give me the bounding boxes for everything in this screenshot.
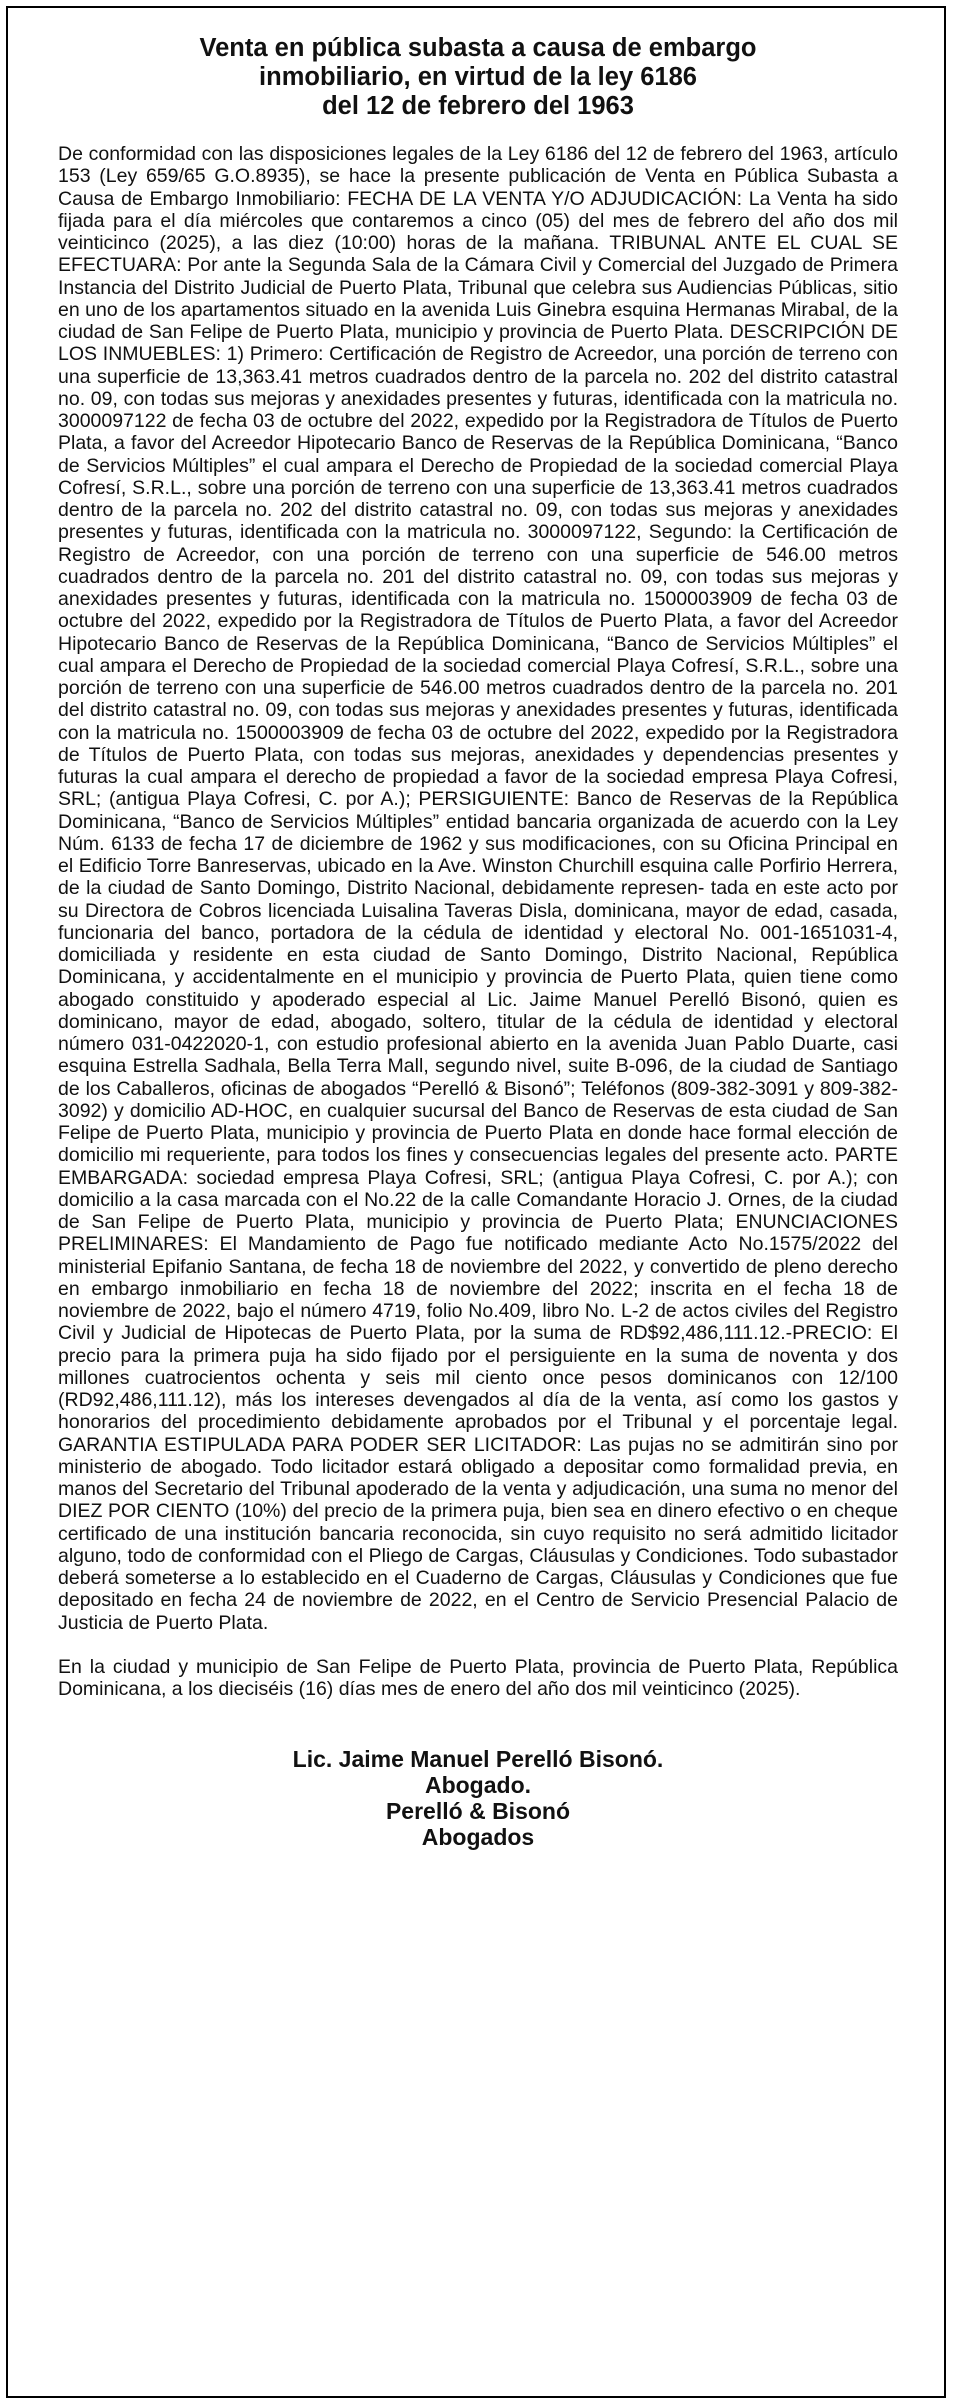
- title-line-3: del 12 de febrero del 1963: [322, 92, 634, 120]
- notice-closing: En la ciudad y municipio de San Felipe de Puerto Plata, provincia de Puerto Plata, República Dominicana, a los dieciséis (16) días mes de enero del año dos mil veinticinco (2025).: [58, 1655, 898, 1700]
- title-line-2: inmobiliario, en virtud de la ley 6186: [259, 63, 697, 91]
- notice-body: De conformidad con las disposiciones legales de la Ley 6186 del 12 de febrero del 1963, artículo 153 (Ley 659/65 G.O.8935), se hace la presente publicación de Venta en Pública Subasta a Causa de Embargo Inmobiliario: FECHA DE LA VENTA Y/O ADJUDICACIÓN: La Venta ha sido fijada para el día miércoles que contaremos a cinco (05) del mes de febrero del año dos mil veinticinco (2025), a las diez (10:00) horas de la mañana. TRIBUNAL ANTE EL CUAL SE EFECTUARA: Por ante la Segunda Sala de la Cámara Civil y Comercial del Juzgado de Primera Instancia del Distrito Judicial de Puerto Plata, Tribunal que celebra sus Audiencias Públicas, sitio en uno de los apartamentos situado en la avenida Luis Ginebra esquina Hermanas Mirabal, de la ciudad de San Felipe de Puerto Plata, municipio y provincia de Puerto Plata. DESCRIPCIÓN DE LOS INMUEBLES: 1) Primero: Certificación de Registro de Acreedor, una porción de terreno con una superficie de 13,363.41 metros cuadrados dentro de la parcela no. 202 del distrito catastral no. 09, con todas sus mejoras y anexidades presentes y futuras, identificada con la matricula no. 3000097122 de fecha 03 de octubre del 2022, expedido por la Registradora de Títulos de Puerto Plata, a favor del Acreedor Hipotecario Banco de Reservas de la República Dominicana, “Banco de Servicios Múltiples” el cual ampara el Derecho de Propiedad de la sociedad comercial Playa Cofresí, S.R.L., sobre una porción de terreno con una superficie de 13,363.41 metros cuadrados dentro de la parcela no. 202 del distrito catastral no. 09, con todas sus mejoras y anexidades presentes y futuras, identificada con la matricula no. 3000097122, Segundo: la Certificación de Registro de Acreedor, con una porción de terreno con una superficie de 546.00 metros cuadrados dentro de la parcela no. 201 del distrito catastral no. 09, con todas sus mejoras y anexidades presentes y futuras, identificada con la matricula no. 1500003909 de fecha 03 de octubre del 2022, expedido por la Registradora de Títulos de Puerto Plata, a favor del Acreedor Hipotecario Banco de Reservas de la República Dominicana, “Banco de Servicios Múltiples” el cual ampara el Derecho de Propiedad de la sociedad comercial Playa Cofresí, S.R.L., sobre una porción de terreno con una superficie de 546.00 metros cuadrados dentro de la parcela no. 201 del distrito catastral no. 09, con todas sus mejoras y anexidades presentes y futuras, identificada con la matricula no. 1500003909 de fecha 03 de octubre del 2022, expedido por la Registradora de Títulos de Puerto Plata, con todas sus mejoras, anexidades y dependencias presentes y futuras la cual ampara el derecho de propiedad a favor de la sociedad empresa Playa Cofresi, SRL; (antigua Playa Cofresi, C. por A.); PERSIGUIENTE: Banco de Reservas de la República Dominicana, “Banco de Servicios Múltiples” entidad bancaria organizada de acuerdo con la Ley Núm. 6133 de fecha 17 de diciembre de 1962 y sus modificaciones, con su Oficina Principal en el Edificio Torre Banreservas, ubicado en la Ave. Winston Churchill esquina calle Porfirio Herrera, de la ciudad de Santo Domingo, Distrito Nacional, debidamente represen- tada en este acto por su Directora de Cobros licenciada Luisalina Taveras Disla, dominicana, mayor de edad, casada, funcionaria del banco, portadora de la cédula de identidad y electoral No. 001-1651031-4, domiciliada y residente en esta ciudad de Santo Domingo, Distrito Nacional, República Dominicana, y accidentalmente en el municipio y provincia de Puerto Plata, quien tiene como abogado constituido y apoderado especial al Lic. Jaime Manuel Perelló Bisonó, quien es dominicano, mayor de edad, abogado, soltero, titular de la cédula de identidad y electoral número 031-0422020-1, con estudio profesional abierto en la avenida Juan Pablo Duarte, casi esquina Estrella Sadhala, Bella Terra Mall, segundo nivel, suite B-096, de la ciudad de Santiago de los Caballeros, oficinas de abogados “Perelló & Bisonó”; Teléfonos (809-382-3091 y 809-382-3092) y domicilio AD-HOC, en cualquier sucursal del Banco de Reservas de esta ciudad de San Felipe de Puerto Plata, municipio y provincia de Puerto Plata en donde hace formal elección de domicilio mi requeriente, para todos los fines y consecuencias legales del presente acto. PARTE EMBARGADA: sociedad empresa Playa Cofresi, SRL; (antigua Playa Cofresi, C. por A.); con domicilio a la casa marcada con el No.22 de la calle Comandante Horacio J. Ornes, de la ciudad de San Felipe de Puerto Plata, municipio y provincia de Puerto Plata; ENUNCIACIONES PRELIMINARES: El Mandamiento de Pago fue notificado mediante Acto No.1575/2022 del ministerial Epifanio Santana, de fecha 18 de noviembre del 2022, y convertido de pleno derecho en embargo inmobiliario en fecha 18 de noviembre del 2022; inscrita en el fecha 18 de noviembre de 2022, bajo el número 4719, folio No.409, libro No. L-2 de actos civiles del Registro Civil y Judicial de Hipotecas de Puerto Plata, por la suma de RD$92,486,111.12.-PRECIO: El precio para la primera puja ha sido fijado por el persiguiente en la suma de noventa y dos millones cuatrocientos ochenta y seis mil ciento once pesos dominicanos con 12/100 (RD92,486,111.12), más los intereses devengados al día de la venta, así como los gastos y honorarios del procedimiento debidamente aprobados por el Tribunal y el porcentaje legal. GARANTIA ESTIPULADA PARA PODER SER LICITADOR: Las pujas no se admitirán sino por ministerio de abogado. Todo licitador estará obligado a depositar como formalidad previa, en manos del Secretario del Tribunal apoderado de la venta y adjudicación, una suma no menor del DIEZ POR CIENTO (10%) del precio de la primera puja, bien sea en dinero efectivo o en cheque certificado de una institución bancaria reconocida, sin cuyo requisito no será admitido licitador alguno, todo de conformidad con el Pliego de Cargas, Cláusulas y Condiciones. Todo subastador deberá someterse a lo establecido en el Cuaderno de Cargas, Cláusulas y Condiciones que fue depositado en fecha 24 de noviembre de 2022, en el Centro de Servicio Presencial Palacio de Justicia de Puerto Plata.: [58, 143, 898, 1634]
- signature-firm-role: Abogados: [421, 1824, 535, 1851]
- title-line-1: Venta en pública subasta a causa de embargo: [199, 34, 757, 62]
- signature-block: [58, 1746, 898, 1850]
- notice-title: [58, 34, 898, 121]
- notice-border: [6, 6, 946, 2398]
- notice-content: [58, 34, 898, 1850]
- signature-firm: Perelló & Bisonó: [385, 1798, 571, 1825]
- signature-name: Lic. Jaime Manuel Perelló Bisonó.: [292, 1746, 664, 1773]
- signature-role: Abogado.: [424, 1772, 532, 1799]
